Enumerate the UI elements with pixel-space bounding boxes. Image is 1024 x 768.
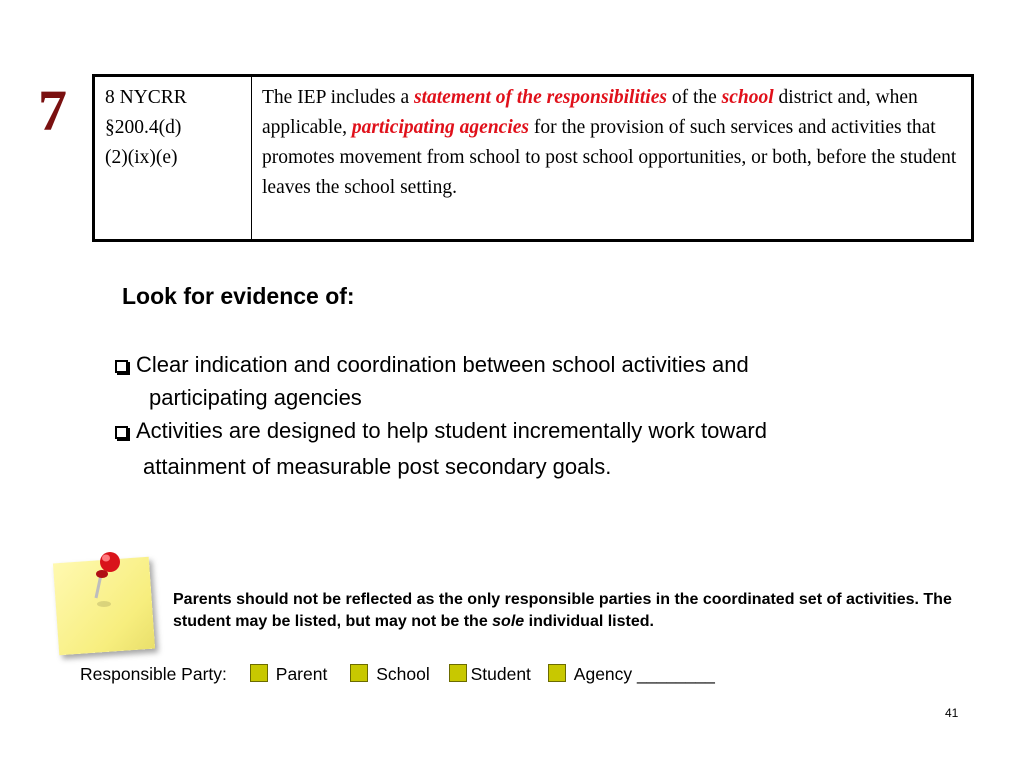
table-row [94, 76, 973, 241]
emphasis-responsibilities: statement of the responsibilities [413, 87, 667, 108]
callout-note [173, 589, 958, 633]
item-number: 7 [38, 78, 67, 143]
emphasis-agencies: participating agencies [351, 117, 529, 138]
list-item [115, 418, 767, 444]
evidence-heading: Look for evidence of: [122, 283, 355, 309]
option-agency[interactable] [548, 664, 715, 685]
list-item-continuation: attainment of measurable post secondary goals. [143, 454, 612, 479]
list-item [115, 352, 749, 378]
requirement-cell [252, 76, 973, 241]
pushpin-icon [88, 540, 130, 610]
bullet-text: Clear indication and coordination between school activities and [136, 352, 749, 377]
option-student[interactable] [449, 664, 531, 685]
requirement-text: The IEP includes a [262, 87, 414, 108]
responsible-party-label: Responsible Party: [80, 664, 227, 684]
checkbox-square-icon[interactable] [250, 664, 268, 682]
requirement-text: of the [666, 87, 722, 108]
checkbox-bullet-icon [115, 360, 128, 373]
list-item-continuation: participating agencies [149, 385, 362, 410]
requirement-text: for the provision of such services and activities that promotes movement from school to post school opportunities, or both, before the student leaves the school setting. [262, 117, 957, 198]
requirement-text: district and, when applicable, [262, 87, 918, 138]
citation-line: 8 NYCRR [105, 87, 187, 108]
bullet-text: Activities are designed to help student incrementally work toward [136, 418, 767, 443]
emphasis-school: school [721, 87, 774, 108]
callout-text: individual listed. [524, 613, 654, 630]
option-label: Parent [275, 664, 328, 684]
citation-line: §200.4(d) [105, 117, 182, 138]
page-number: 41 [945, 706, 959, 720]
option-label: Student [470, 664, 531, 684]
checkbox-square-icon[interactable] [449, 664, 467, 682]
regulation-table [92, 74, 974, 242]
citation-line: (2)(ix)(e) [105, 147, 178, 168]
option-school[interactable] [350, 664, 430, 685]
responsible-party-row [80, 664, 715, 685]
option-label: Agency ________ [573, 664, 715, 684]
checkbox-square-icon[interactable] [548, 664, 566, 682]
citation-cell [94, 76, 252, 241]
callout-text: Parents should not be reflected as the only responsible parties in the coordinated set of activities. The student may be listed, but may not be the [173, 591, 952, 630]
checkbox-square-icon[interactable] [350, 664, 368, 682]
option-label: School [376, 664, 430, 684]
callout-emphasis: sole [492, 613, 525, 630]
checkbox-bullet-icon [115, 426, 128, 439]
option-parent[interactable] [250, 664, 328, 685]
